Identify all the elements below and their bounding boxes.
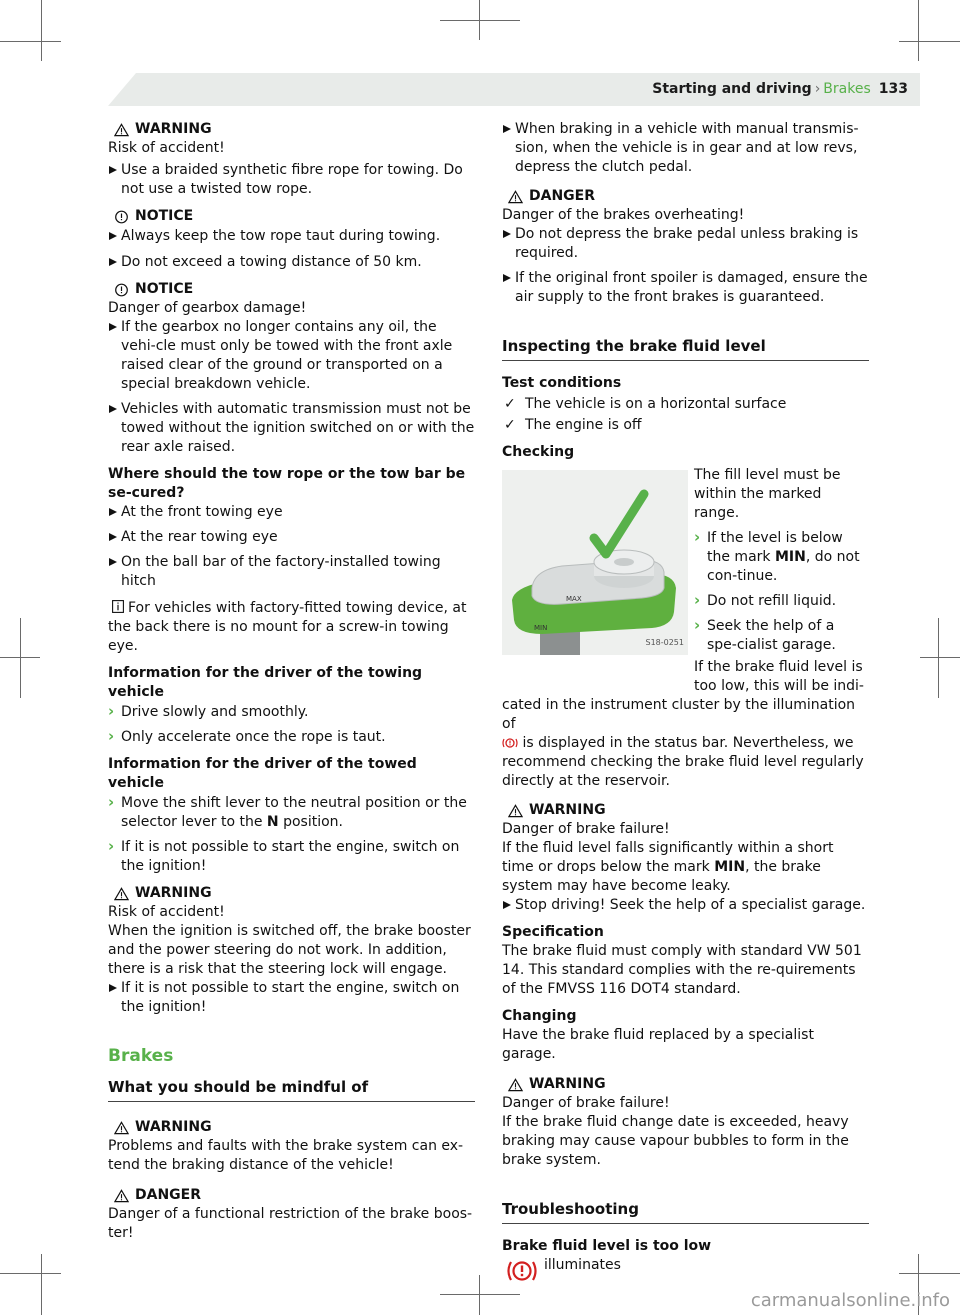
brake-fluid-text: cated in the instrument cluster by the illumination of is displayed in the status bar. Nevertheless, we recommend checking the brake fluid level regularly directly at the reservoir. xyxy=(502,697,864,789)
notice-heading: NOTICE xyxy=(108,207,475,226)
min-symbol: MIN xyxy=(714,859,746,875)
warning-text: Danger of brake failure! xyxy=(502,821,670,837)
warning-heading: WARNING xyxy=(502,801,869,820)
checking-heading: Checking xyxy=(502,444,575,460)
section-title: What you should be mindful of xyxy=(108,1078,475,1102)
info-icon xyxy=(112,600,124,613)
min-label: MIN xyxy=(534,624,548,632)
danger-icon xyxy=(508,190,523,204)
warning-heading: WARNING xyxy=(108,1118,475,1137)
danger-text: Danger of the brakes overheating! xyxy=(502,207,745,223)
list-item: Use a braided synthetic fibre rope for towing. Do not use a twisted tow rope. xyxy=(108,161,475,199)
reservoir-illustration xyxy=(502,470,688,655)
section-title: Inspecting the brake fluid level xyxy=(502,337,869,361)
trouble-heading: Brake fluid level is too low xyxy=(502,1238,712,1254)
list-item: When braking in a vehicle with manual transmis-sion, when the vehicle is in gear and at low revs, depress the clutch pedal. xyxy=(502,120,869,177)
list-item: At the front towing eye xyxy=(108,503,475,522)
brake-warning-icon xyxy=(506,1258,538,1284)
page-header xyxy=(652,81,908,97)
specification-heading: Specification xyxy=(502,924,604,940)
crop-mark xyxy=(899,41,960,42)
trouble-row xyxy=(502,1258,869,1284)
min-symbol: MIN xyxy=(774,549,806,565)
crop-mark xyxy=(0,1273,61,1274)
left-column xyxy=(108,120,475,1243)
danger-text: Danger of a functional restriction of the brake boos-ter! xyxy=(108,1206,473,1241)
crop-mark xyxy=(41,0,42,61)
list-item: › Only accelerate once the rope is taut. xyxy=(108,728,475,747)
crop-mark xyxy=(899,1273,960,1274)
test-conditions-heading: Test conditions xyxy=(502,375,622,391)
warning-icon xyxy=(508,1078,523,1092)
list-item: Always keep the tow rope taut during towing. xyxy=(108,227,475,246)
warning-text: When the ignition is switched off, the brake booster and the power steering do not work. In addition, there is a risk that the steering lock will engage. xyxy=(108,923,471,977)
brake-fluid-reservoir-figure xyxy=(502,470,688,655)
crop-mark xyxy=(920,657,960,658)
figure-row xyxy=(502,467,869,696)
list-item: › Do not refill liquid. xyxy=(694,592,868,611)
list-item: › Drive slowly and smoothly. xyxy=(108,703,475,722)
list-item: › If the level is below the mark MIN, do not con-tinue. xyxy=(694,529,868,586)
notice-icon xyxy=(114,283,129,297)
notice-heading: NOTICE xyxy=(108,280,475,299)
crop-mark xyxy=(41,1254,42,1315)
crop-mark xyxy=(440,20,520,21)
crop-mark xyxy=(918,0,919,61)
checklist-item: ✓ The engine is off xyxy=(502,416,869,435)
danger-heading: DANGER xyxy=(502,187,869,206)
crop-mark xyxy=(938,618,939,698)
crop-mark xyxy=(20,618,21,698)
list-item: If the original front spoiler is damaged, ensure the air supply to the front brakes is guaranteed. xyxy=(502,269,869,307)
list-item: Do not depress the brake pedal unless braking is required. xyxy=(502,225,869,263)
warning-text: Risk of accident! xyxy=(108,140,225,156)
list-item: › If it is not possible to start the engine, switch on the ignition! xyxy=(108,838,475,876)
warning-icon xyxy=(508,804,523,818)
changing-heading: Changing xyxy=(502,1008,577,1024)
warning-text: Risk of accident! xyxy=(108,904,225,920)
warning-text: If the fluid level falls significantly within a short time or drops below the mark MIN, the brake system may have become leaky. xyxy=(502,840,834,894)
notice-text: Danger of gearbox damage! xyxy=(108,300,307,316)
notice-icon xyxy=(114,210,129,224)
towed-driver-heading: Information for the driver of the towed vehicle xyxy=(108,756,417,791)
brake-warning-icon xyxy=(502,737,518,749)
danger-heading: DANGER xyxy=(108,1186,475,1205)
section-link[interactable]: Brakes xyxy=(823,81,871,97)
section-title: Troubleshooting xyxy=(502,1200,869,1224)
page-number: 133 xyxy=(878,81,908,97)
info-note: For vehicles with factory-fitted towing device, at the back there is no mount for a screw-in towing eye. xyxy=(108,600,467,654)
chapter-title: Brakes xyxy=(108,1046,174,1066)
list-item: If the gearbox no longer contains any oil, the vehi-cle must only be towed with the front axle raised clear of the ground or transported on a special breakdown vehicle. xyxy=(108,318,475,394)
warning-text: Danger of brake failure! xyxy=(502,1095,670,1111)
list-item: › Move the shift lever to the neutral position or the selector lever to the N position. xyxy=(108,794,475,832)
list-item: › Seek the help of a spe-cialist garage. xyxy=(694,617,868,655)
checking-instructions: The fill level must be within the marked range. › If the level is below the mark MIN, do not con-tinue. › Do not refill liquid. › Seek the help of a spe-cialist garage. If the brake fluid level is too low, this will be indi- xyxy=(688,470,868,696)
list-item: Stop driving! Seek the help of a specialist garage. xyxy=(502,896,869,915)
warning-heading: WARNING xyxy=(108,120,475,139)
warning-text: If the brake fluid change date is exceeded, heavy braking may cause vapour bubbles to form in the brake system. xyxy=(502,1114,849,1168)
list-item: At the rear towing eye xyxy=(108,528,475,547)
breadcrumb-separator: › xyxy=(814,81,821,97)
trouble-text: illuminates xyxy=(544,1257,621,1273)
warning-icon xyxy=(114,887,129,901)
towing-driver-heading: Information for the driver of the towing vehicle xyxy=(108,665,423,700)
warning-icon xyxy=(114,1121,129,1135)
chapter-link[interactable]: Starting and driving xyxy=(652,81,812,97)
specification-text: The brake fluid must comply with standard VW 501 14. This standard complies with the re-quirements of the FMVSS 116 DOT4 standard. xyxy=(502,943,862,997)
warning-text: Problems and faults with the brake system can ex-tend the braking distance of the vehicle! xyxy=(108,1138,464,1173)
max-label: MAX xyxy=(566,595,582,603)
watermark: carmanualsonline.info xyxy=(750,1290,950,1311)
figure-code: S18-0251 xyxy=(645,638,684,647)
crop-mark xyxy=(440,1294,520,1295)
list-item: Vehicles with automatic transmission must not be towed without the ignition switched on or with the rear axle raised. xyxy=(108,400,475,457)
gear-symbol: N xyxy=(266,814,279,830)
list-item: On the ball bar of the factory-installed towing hitch xyxy=(108,553,475,591)
list-item: Do not exceed a towing distance of 50 km. xyxy=(108,253,475,272)
checklist-item: ✓ The vehicle is on a horizontal surface xyxy=(502,395,869,414)
crop-mark xyxy=(479,1275,480,1315)
list-item: If it is not possible to start the engine, switch on the ignition! xyxy=(108,979,475,1017)
crop-mark xyxy=(0,657,40,658)
right-column xyxy=(502,120,869,1284)
question-heading: Where should the tow rope or the tow bar be se-cured? xyxy=(108,466,466,501)
changing-text: Have the brake fluid replaced by a specialist garage. xyxy=(502,1027,814,1062)
warning-icon xyxy=(114,123,129,137)
warning-heading: WARNING xyxy=(108,884,475,903)
danger-icon xyxy=(114,1189,129,1203)
crop-mark xyxy=(0,41,61,42)
warning-heading: WARNING xyxy=(502,1075,869,1094)
